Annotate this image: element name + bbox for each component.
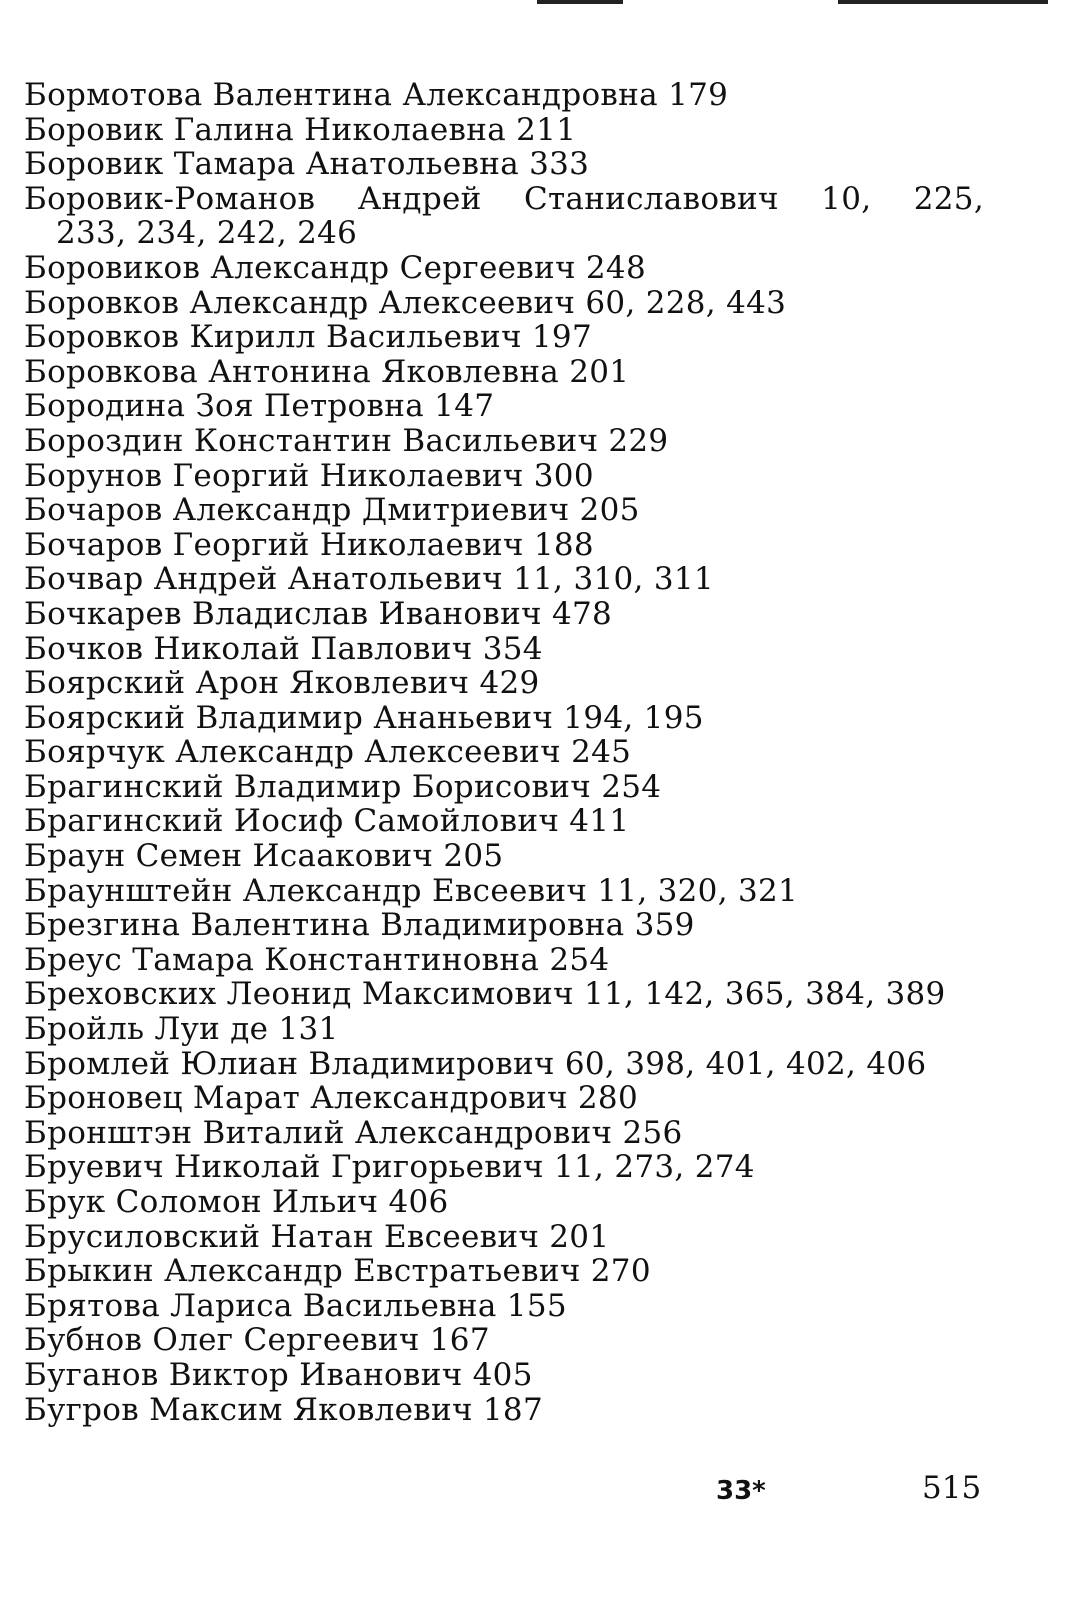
index-entry: Бреховских Леонид Максимович 11, 142, 365, 384, 389	[24, 976, 946, 1013]
index-entry: Бочаров Георгий Николаевич 188	[24, 526, 594, 563]
index-entry: Бромлей Юлиан Владимирович 60, 398, 401, 402, 406	[24, 1045, 927, 1082]
index-entry: Бородина Зоя Петровна 147	[24, 388, 495, 425]
index-entry: Боровик Галина Николаевна 211	[24, 111, 577, 148]
index-entry: Брагинский Владимир Борисович 254	[24, 768, 662, 805]
index-entry: Бубнов Олег Сергеевич 167	[24, 1322, 490, 1359]
index-entry: Боярский Владимир Ананьевич 194, 195	[24, 699, 704, 736]
index-entry: Брагинский Иосиф Самойлович 411	[24, 803, 630, 840]
index-entry-continuation: 233, 234, 242, 246	[56, 215, 358, 252]
index-entry: Боровик Тамара Анатольевна 333	[24, 146, 590, 183]
index-entry: Бройль Луи де 131	[24, 1011, 339, 1048]
top-rule-left	[537, 0, 623, 4]
page-number: 515	[922, 1470, 982, 1506]
index-entry: Брук Соломон Ильич 406	[24, 1184, 449, 1220]
printer-signature-mark: 33*	[716, 1476, 766, 1506]
index-entry: Бочвар Андрей Анатольевич 11, 310, 311	[24, 561, 714, 598]
index-entry: Боровков Кирилл Васильевич 197	[24, 319, 592, 356]
index-entry: Бугров Максим Яковлевич 187	[24, 1391, 543, 1428]
index-entry: Броновец Марат Александрович 280	[24, 1080, 638, 1117]
index-entry: Буганов Виктор Иванович 405	[24, 1356, 533, 1393]
index-entry: Брезгина Валентина Владимировна 359	[24, 907, 695, 944]
index-entry: Бронштэн Виталий Александрович 256	[24, 1114, 683, 1151]
index-entry: Брятова Лариса Васильевна 155	[24, 1287, 567, 1324]
index-entry: Боровков Александр Алексеевич 60, 228, 443	[24, 284, 787, 321]
index-entry: Бормотова Валентина Александровна 179	[24, 77, 729, 113]
index-entry: Бочкарев Владислав Иванович 478	[24, 595, 613, 632]
name-index-list	[24, 78, 984, 1427]
index-entry: Бочков Николай Павлович 354	[24, 630, 543, 667]
index-entry: Бреус Тамара Константиновна 254	[24, 941, 610, 978]
index-entry: Боровиков Александр Сергеевич 248	[24, 249, 646, 286]
index-entry: Бруевич Николай Григорьевич 11, 273, 274	[24, 1149, 755, 1186]
index-entry: Борунов Георгий Николаевич 300	[24, 457, 594, 494]
index-entry: Бочаров Александр Дмитриевич 205	[24, 492, 640, 529]
index-entry: Бороздин Константин Васильевич 229	[24, 422, 669, 459]
index-entry: Боровкова Антонина Яковлевна 201	[24, 353, 630, 390]
index-entry: Браун Семен Исаакович 205	[24, 838, 504, 875]
index-entry: Боярский Арон Яковлевич 429	[24, 665, 540, 702]
top-rule-right	[838, 0, 1048, 4]
index-entry: Браунштейн Александр Евсеевич 11, 320, 321	[24, 872, 799, 909]
index-entry	[24, 182, 984, 251]
index-entry: Брыкин Александр Евстратьевич 270	[24, 1253, 651, 1290]
index-entry: Боярчук Александр Алексеевич 245	[24, 734, 632, 771]
index-entry: Брусиловский Натан Евсеевич 201	[24, 1218, 610, 1255]
index-entry-first-line: Боровик-Романов Андрей Станиславович 10, 225,	[24, 180, 984, 217]
